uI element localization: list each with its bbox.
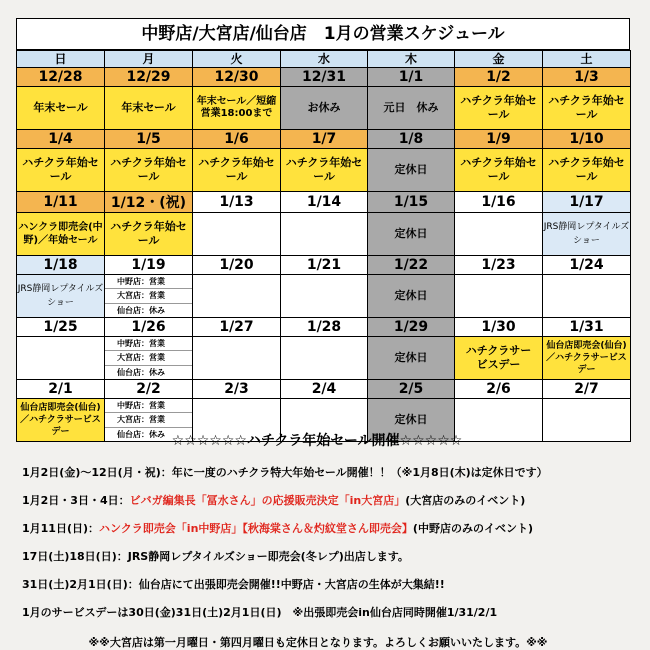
date-cell: 1/22 [368, 256, 455, 275]
date-cell: 2/5 [368, 380, 455, 399]
event-row [17, 149, 631, 192]
weekday-thu: 木 [368, 51, 455, 68]
date-cell: 1/23 [455, 256, 543, 275]
event-cell: 定休日 [368, 213, 455, 256]
event-cell [281, 275, 368, 318]
note-sendai-event: 31日(土)2月1日(日)：仙台店にて出張即売会開催!!中野店・大宮店の生体が大集結!! [22, 578, 445, 591]
note-nakano-suffix: (中野店のみのイベント) [412, 522, 533, 535]
event-cell: 定休日 [368, 399, 455, 442]
store-status-nakano: 中野店：営業 [105, 275, 192, 289]
date-cell: 1/2 [455, 68, 543, 87]
event-cell: ハチクラ年始セール [105, 213, 193, 256]
event-cell [17, 337, 105, 380]
date-cell: 1/24 [543, 256, 631, 275]
date-cell: 1/29 [368, 318, 455, 337]
note-omiya-closed: ※※大宮店は第一月曜日・第四月曜日も定休日となります。よろしくお願いいたします。※※ [88, 636, 548, 649]
date-cell: 12/28 [17, 68, 105, 87]
date-row [17, 256, 631, 275]
date-cell: 1/15 [368, 192, 455, 213]
store-status-nakano: 中野店：営業 [105, 337, 192, 351]
event-cell: ハンクラ即売会(中野)／年始セール [17, 213, 105, 256]
date-cell: 2/7 [543, 380, 631, 399]
event-cell: 年末セール [17, 87, 105, 130]
event-cell: ハチクラ年始セール [543, 149, 631, 192]
event-cell: ハチクラ年始セール [193, 149, 281, 192]
date-cell: 12/30 [193, 68, 281, 87]
date-cell: 1/19 [105, 256, 193, 275]
store-status-cell [105, 275, 193, 318]
date-cell: 2/1 [17, 380, 105, 399]
event-cell [455, 213, 543, 256]
event-cell: 年末セール／短縮営業18:00まで [193, 87, 281, 130]
weekday-header-row [17, 51, 631, 68]
event-cell: ハチクラ年始セール [17, 149, 105, 192]
weekday-wed: 水 [281, 51, 368, 68]
event-cell: JRS静岡レプタイルズショー [17, 275, 105, 318]
store-status-sendai: 仙台店：休み [117, 305, 165, 315]
date-cell: 1/31 [543, 318, 631, 337]
date-cell: 1/4 [17, 130, 105, 149]
weekday-fri: 金 [455, 51, 543, 68]
schedule-sheet [16, 18, 630, 442]
date-cell: 1/10 [543, 130, 631, 149]
store-status-cell [105, 337, 193, 380]
date-cell: 1/16 [455, 192, 543, 213]
date-row [17, 130, 631, 149]
date-cell: 1/25 [17, 318, 105, 337]
weekday-mon: 月 [105, 51, 193, 68]
event-cell: 定休日 [368, 337, 455, 380]
weekday-sun: 日 [17, 51, 105, 68]
date-cell: 1/21 [281, 256, 368, 275]
date-cell: 1/28 [281, 318, 368, 337]
schedule-title: 中野店/大宮店/仙台店 1月の営業スケジュール [16, 18, 630, 50]
event-cell [281, 213, 368, 256]
date-cell: 1/14 [281, 192, 368, 213]
event-row [17, 337, 631, 380]
event-cell [281, 337, 368, 380]
event-cell [543, 275, 631, 318]
notes-section [22, 430, 622, 650]
date-cell: 1/20 [193, 256, 281, 275]
note-omiya-suffix: (大宮店のみのイベント) [405, 494, 526, 507]
event-cell: 年末セール [105, 87, 193, 130]
date-cell: 1/1 [368, 68, 455, 87]
date-cell: 1/7 [281, 130, 368, 149]
date-cell: 1/27 [193, 318, 281, 337]
note-nakano-event [22, 520, 622, 536]
note-sale-period: 1月2日(金)〜12日(月・祝)：年に一度のハチクラ特大年始セール開催！！（※1月8日(木)は定休日です） [22, 466, 548, 479]
date-row [17, 192, 631, 213]
event-cell: JRS静岡レプタイルズショー [543, 213, 631, 256]
note-omiya-highlight: ビバガ編集長「冨水さん」の応援販売決定「in大宮店」 [129, 494, 406, 507]
store-status-omiya: 大宮店：営業 [105, 413, 192, 427]
event-cell: ハチクラ年始セール [105, 149, 193, 192]
calendar-table [16, 50, 631, 442]
date-cell: 2/4 [281, 380, 368, 399]
date-cell: 2/2 [105, 380, 193, 399]
store-status-sendai: 仙台店：休み [117, 367, 165, 377]
date-cell: 1/8 [368, 130, 455, 149]
date-cell: 1/11 [17, 192, 105, 213]
event-cell [193, 213, 281, 256]
sale-banner: ☆☆☆☆☆☆ハチクラ年始セール開催☆☆☆☆☆ [171, 433, 463, 449]
date-cell: 1/3 [543, 68, 631, 87]
event-cell: 定休日 [368, 149, 455, 192]
note-nakano-date: 1月11日(日)： [22, 522, 100, 535]
weekday-sat: 土 [543, 51, 631, 68]
date-cell: 1/12・(祝) [105, 192, 193, 213]
date-row [17, 68, 631, 87]
store-status-sendai: 仙台店：休み [117, 429, 165, 439]
store-status-omiya: 大宮店：営業 [105, 351, 192, 365]
date-cell: 1/13 [193, 192, 281, 213]
event-cell: 元日 休み [368, 87, 455, 130]
event-row [17, 213, 631, 256]
date-cell: 1/18 [17, 256, 105, 275]
date-row [17, 318, 631, 337]
event-cell: ハチクラ年始セール [455, 149, 543, 192]
event-cell: 仙台店即売会(仙台)／ハチクラサービスデー [17, 399, 105, 442]
event-cell: ハチクラ年始セール [455, 87, 543, 130]
event-cell: お休み [281, 87, 368, 130]
event-cell: ハチクラ年始セール [281, 149, 368, 192]
event-cell: ハチクラサービスデー [455, 337, 543, 380]
store-status-nakano: 中野店：営業 [105, 399, 192, 413]
date-cell: 1/6 [193, 130, 281, 149]
date-cell: 1/26 [105, 318, 193, 337]
note-nakano-highlight: ハンクラ即売会「in中野店」【秋海棠さん＆灼紋堂さん即売会】 [99, 522, 413, 535]
date-cell: 2/6 [455, 380, 543, 399]
weekday-tue: 火 [193, 51, 281, 68]
note-jrs-show: 17日(土)18日(日)：JRS静岡レプタイルズショー即売会(冬レプ)出店します。 [22, 550, 409, 563]
date-cell: 1/17 [543, 192, 631, 213]
event-row [17, 87, 631, 130]
event-cell: 仙台店即売会(仙台)／ハチクラサービスデー [543, 337, 631, 380]
note-omiya-event [22, 492, 622, 508]
date-cell: 1/5 [105, 130, 193, 149]
event-cell: ハチクラ年始セール [543, 87, 631, 130]
event-cell [455, 275, 543, 318]
note-omiya-dates: 1月2日・3日・4日： [22, 494, 130, 507]
date-cell: 1/9 [455, 130, 543, 149]
event-row [17, 275, 631, 318]
date-cell: 1/30 [455, 318, 543, 337]
event-cell [193, 337, 281, 380]
date-cell: 12/31 [281, 68, 368, 87]
note-service-day: 1月のサービスデーは30日(金)31日(土)2月1日(日) ※出張即売会in仙台店同時開催1/31/2/1 [22, 606, 498, 619]
store-status-omiya: 大宮店：営業 [105, 289, 192, 303]
event-cell [193, 275, 281, 318]
date-cell: 12/29 [105, 68, 193, 87]
date-cell: 2/3 [193, 380, 281, 399]
date-row [17, 380, 631, 399]
event-cell: 定休日 [368, 275, 455, 318]
